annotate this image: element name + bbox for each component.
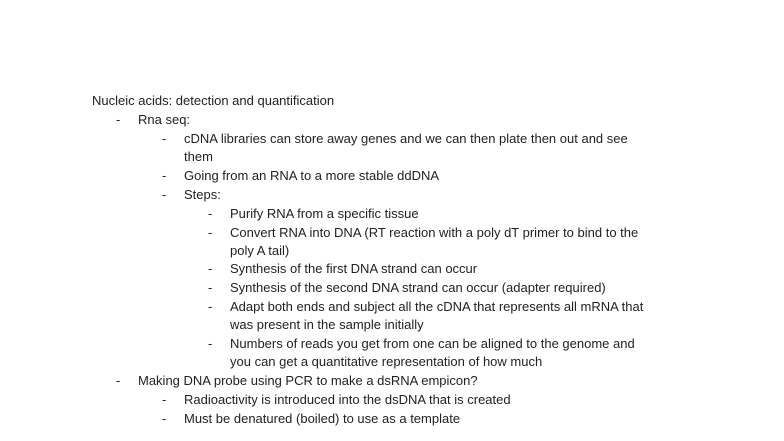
document-heading: Nucleic acids: detection and quantification: [92, 93, 335, 108]
step-text: Adapt both ends and subject all the cDNA that represents all mRNA that: [230, 299, 644, 314]
bullet-dash: -: [162, 411, 167, 426]
section-label-rna-seq: Rna seq:: [138, 112, 191, 127]
step-text-continued: you can get a quantitative representation of how much: [230, 354, 543, 369]
section-label-dna-probe: Making DNA probe using PCR to make a dsRNA empicon?: [138, 373, 478, 388]
bullet-dash: -: [208, 261, 213, 276]
list-item-text: Radioactivity is introduced into the dsDNA that is created: [184, 392, 511, 407]
step-text: Synthesis of the second DNA strand can occur (adapter required): [230, 280, 606, 295]
bullet-dash: -: [116, 373, 121, 388]
bullet-dash: -: [162, 392, 167, 407]
list-item-text: Must be denatured (boiled) to use as a template: [184, 411, 461, 426]
list-item-text: Going from an RNA to a more stable ddDNA: [184, 168, 440, 183]
step-text: Purify RNA from a specific tissue: [230, 206, 419, 221]
step-text: Numbers of reads you get from one can be aligned to the genome and: [230, 336, 635, 351]
step-text: Convert RNA into DNA (RT reaction with a poly dT primer to bind to the: [230, 225, 639, 240]
list-item-text: cDNA libraries can store away genes and we can then plate then out and see: [184, 131, 628, 146]
bullet-dash: -: [162, 168, 167, 183]
bullet-dash: -: [208, 280, 213, 295]
step-text: Synthesis of the first DNA strand can occur: [230, 261, 478, 276]
list-item-text: Steps:: [184, 187, 221, 202]
bullet-dash: -: [208, 225, 213, 240]
bullet-dash: -: [162, 131, 167, 146]
bullet-dash: -: [162, 187, 167, 202]
bullet-dash: -: [116, 112, 121, 127]
step-text-continued: poly A tail): [230, 243, 290, 258]
bullet-dash: -: [208, 336, 213, 351]
bullet-dash: -: [208, 206, 213, 221]
list-item-text-continued: them: [184, 149, 213, 164]
step-text-continued: was present in the sample initially: [230, 317, 424, 332]
bullet-dash: -: [208, 299, 213, 314]
